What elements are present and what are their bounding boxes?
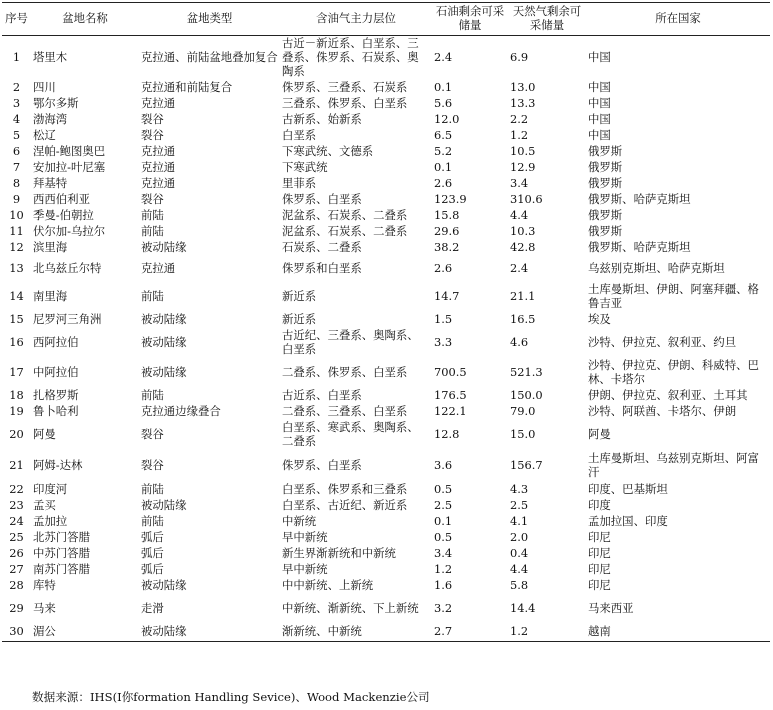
cell-gas: 6.9: [510, 49, 529, 64]
cell-country: 印尼: [588, 545, 611, 560]
cell-layer: 古近纪、三叠系、奥陶系、白垩系: [282, 327, 419, 356]
cell-oil: 5.6: [434, 95, 453, 110]
cell-basin-name: 孟买: [33, 497, 56, 512]
cell-basin-name: 尼罗河三角洲: [33, 311, 102, 326]
cell-oil: 3.3: [434, 334, 453, 349]
cell-gas: 10.3: [510, 223, 536, 238]
cell-basin-type: 前陆: [141, 513, 164, 528]
cell-oil: 0.1: [434, 159, 453, 174]
cell-gas: 2.2: [510, 111, 529, 126]
cell-oil: 0.1: [434, 513, 453, 528]
cell-basin-name: 中苏门答腊: [33, 545, 90, 560]
cell-basin-name: 拜基特: [33, 175, 68, 190]
cell-layer: 中新统、渐新统、下上新统: [282, 600, 419, 615]
cell-no: 29: [9, 600, 24, 615]
cell-oil: 0.5: [434, 529, 453, 544]
cell-no: 26: [9, 545, 24, 560]
cell-basin-type: 被动陆缘: [141, 239, 187, 254]
cell-layer: 石炭系、二叠系: [282, 239, 362, 254]
cell-oil: 176.5: [434, 387, 467, 402]
cell-oil: 3.2: [434, 600, 453, 615]
table-row: [2, 562, 770, 578]
cell-basin-name: 四川: [33, 79, 56, 94]
cell-basin-type: 克拉通: [141, 175, 176, 190]
cell-basin-type: 弧后: [141, 529, 164, 544]
cell-oil: 3.6: [434, 457, 453, 472]
cell-oil: 700.5: [434, 364, 467, 379]
cell-basin-name: 湄公: [31, 624, 139, 642]
header-name: 盆地名称: [31, 3, 139, 36]
cell-basin-name: 鄂尔多斯: [33, 95, 79, 110]
cell-basin-type: 前陆: [141, 223, 164, 238]
cell-no: 23: [9, 497, 24, 512]
table-row: [2, 144, 770, 160]
cell-gas: 21.1: [510, 288, 536, 303]
cell-basin-type: 被动陆缘: [141, 311, 187, 326]
header-country: 所在国家: [586, 3, 770, 36]
cell-basin-type: 弧后: [141, 545, 164, 560]
cell-country: 沙特、伊拉克、叙利亚、约旦: [588, 334, 737, 349]
cell-country: 阿曼: [588, 426, 611, 441]
cell-country: 乌兹别克斯坦、哈萨克斯坦: [588, 260, 725, 275]
cell-no: 8: [12, 175, 21, 190]
cell-basin-type: 前陆: [141, 387, 164, 402]
cell-no: 22: [9, 481, 24, 496]
table-row: [2, 128, 770, 144]
cell-basin-name: 涅帕-鲍图奥巴: [33, 143, 106, 158]
cell-country: 印尼: [588, 561, 611, 576]
cell-no: 24: [9, 513, 24, 528]
table-row: [2, 594, 770, 624]
cell-layer: 侏罗系、白垩系: [282, 457, 362, 472]
cell-no: 2: [12, 79, 21, 94]
cell-no: 30: [2, 624, 31, 642]
cell-layer: 白垩系、侏罗系和三叠系: [282, 481, 408, 496]
cell-basin-type: 裂谷: [141, 111, 164, 126]
cell-gas: 1.2: [508, 624, 586, 642]
cell-basin-type: 克拉通: [141, 95, 176, 110]
cell-country: 印尼: [588, 577, 611, 592]
cell-country: 马来西亚: [588, 600, 634, 615]
cell-country: 印度: [588, 497, 611, 512]
cell-basin-name: 中阿拉伯: [33, 364, 79, 379]
cell-gas: 521.3: [510, 364, 543, 379]
cell-no: 14: [9, 288, 24, 303]
table-row: [2, 578, 770, 594]
table-row: [2, 208, 770, 224]
cell-no: 19: [9, 403, 24, 418]
header-no: 序号: [2, 3, 31, 36]
cell-oil: 2.5: [434, 497, 453, 512]
table-row: [2, 358, 770, 388]
cell-country: 俄罗斯: [588, 223, 623, 238]
cell-basin-name: 西阿拉伯: [33, 334, 79, 349]
cell-layer: 里菲系: [282, 175, 317, 190]
cell-gas: 42.8: [510, 239, 536, 254]
cell-no: 7: [12, 159, 21, 174]
cell-layer: 新近系: [282, 311, 317, 326]
header-layer: 含油气主力层位: [280, 3, 432, 36]
cell-layer: 侏罗系、白垩系: [282, 191, 362, 206]
cell-basin-name: 阿姆-达林: [33, 457, 83, 472]
cell-layer: 二叠系、三叠系、白垩系: [282, 403, 408, 418]
cell-basin-name: 西西伯利亚: [33, 191, 90, 206]
cell-basin-name: 阿曼: [33, 426, 56, 441]
cell-basin-type: 前陆: [141, 288, 164, 303]
cell-basin-type: 被动陆缘: [139, 624, 280, 642]
cell-gas: 16.5: [510, 311, 536, 326]
cell-country: 埃及: [588, 311, 611, 326]
cell-layer: 侏罗系、三叠系、石炭系: [282, 79, 408, 94]
cell-no: 6: [12, 143, 21, 158]
cell-country: 俄罗斯: [588, 175, 623, 190]
cell-gas: 5.8: [510, 577, 529, 592]
cell-basin-type: 克拉通: [141, 143, 176, 158]
cell-oil: 0.1: [434, 79, 453, 94]
cell-no: 27: [9, 561, 24, 576]
table-row: [2, 282, 770, 312]
table-row: [2, 96, 770, 112]
table-row: [2, 420, 770, 450]
cell-country: 俄罗斯、哈萨克斯坦: [588, 239, 691, 254]
cell-basin-type: 被动陆缘: [141, 334, 187, 349]
cell-country: 越南: [586, 624, 770, 642]
cell-basin-name: 滨里海: [33, 239, 68, 254]
cell-gas: 150.0: [510, 387, 543, 402]
cell-basin-name: 印度河: [33, 481, 68, 496]
cell-no: 28: [9, 577, 24, 592]
cell-layer: 古近－新近系、白垩系、三叠系、侏罗系、石炭系、奥陶系: [282, 36, 419, 78]
cell-oil: 2.6: [434, 175, 453, 190]
cell-basin-name: 季曼-伯朝拉: [33, 207, 94, 222]
cell-no: 12: [9, 239, 24, 254]
cell-no: 5: [12, 127, 21, 142]
cell-basin-name: 马来: [33, 600, 56, 615]
cell-gas: 10.5: [510, 143, 536, 158]
cell-basin-type: 裂谷: [141, 127, 164, 142]
cell-basin-type: 前陆: [141, 481, 164, 496]
cell-no: 17: [9, 364, 24, 379]
cell-layer: 中中新统、上新统: [282, 577, 374, 592]
table-row: [2, 176, 770, 192]
cell-gas: 13.3: [510, 95, 536, 110]
cell-gas: 4.4: [510, 561, 529, 576]
table-row: [2, 530, 770, 546]
cell-oil: 38.2: [434, 239, 460, 254]
cell-country: 印尼: [588, 529, 611, 544]
cell-country: 中国: [588, 49, 611, 64]
cell-basin-name: 南里海: [33, 288, 68, 303]
cell-basin-name: 伏尔加-乌拉尔: [33, 223, 106, 238]
cell-oil: 5.2: [434, 143, 453, 158]
cell-basin-type: 裂谷: [141, 191, 164, 206]
cell-no: 10: [9, 207, 24, 222]
cell-basin-type: 被动陆缘: [141, 497, 187, 512]
cell-layer: 新近系: [282, 288, 317, 303]
cell-layer: 中新统: [282, 513, 317, 528]
cell-layer: 白垩系: [282, 127, 317, 142]
cell-oil: 1.2: [434, 561, 453, 576]
table-row: [2, 498, 770, 514]
table-row: [2, 388, 770, 404]
cell-country: 印度、巴基斯坦: [588, 481, 668, 496]
cell-oil: 122.1: [434, 403, 467, 418]
basin-table: [2, 2, 770, 642]
cell-oil: 12.8: [434, 426, 460, 441]
cell-basin-type: 克拉通边缘叠合: [141, 403, 221, 418]
cell-gas: 4.6: [510, 334, 529, 349]
cell-country: 中国: [588, 95, 611, 110]
cell-oil: 29.6: [434, 223, 460, 238]
cell-layer: 古新系、始新系: [282, 111, 362, 126]
cell-basin-name: 扎格罗斯: [33, 387, 79, 402]
cell-gas: 3.4: [510, 175, 529, 190]
table-row: [2, 160, 770, 176]
footnote: 数据来源：IHS(I你formation Handling Sevice)、Wood Mackenzie公司: [32, 690, 430, 704]
header-row: [2, 3, 770, 36]
cell-layer: 泥盆系、石炭系、二叠系: [282, 223, 408, 238]
table-row: [2, 240, 770, 256]
header-gas: 天然气剩余可采储量: [508, 3, 586, 36]
cell-country: 俄罗斯: [588, 159, 623, 174]
cell-no: 15: [9, 311, 24, 326]
cell-basin-name: 孟加拉: [33, 513, 68, 528]
cell-gas: 2.5: [510, 497, 529, 512]
cell-country: 伊朗、伊拉克、叙利亚、土耳其: [588, 387, 748, 402]
cell-no: 25: [9, 529, 24, 544]
table-row: [2, 256, 770, 282]
cell-basin-name: 库特: [33, 577, 56, 592]
table-row: [2, 450, 770, 482]
cell-layer: 泥盆系、石炭系、二叠系: [282, 207, 408, 222]
cell-country: 沙特、阿联酋、卡塔尔、伊朗: [588, 403, 737, 418]
table-row: [2, 80, 770, 96]
table-row: [2, 112, 770, 128]
cell-country: 俄罗斯、哈萨克斯坦: [588, 191, 691, 206]
cell-layer: 三叠系、侏罗系、白垩系: [282, 95, 408, 110]
cell-basin-type: 裂谷: [141, 457, 164, 472]
cell-no: 21: [9, 457, 24, 472]
table-row: [2, 36, 770, 80]
cell-basin-type: 走滑: [141, 600, 164, 615]
cell-oil: 0.5: [434, 481, 453, 496]
cell-basin-name: 鲁卜哈利: [33, 403, 79, 418]
cell-layer: 早中新统: [282, 561, 328, 576]
cell-basin-type: 被动陆缘: [141, 364, 187, 379]
cell-layer: 白垩系、寒武系、奥陶系、二叠系: [282, 419, 419, 448]
cell-oil: 1.5: [434, 311, 453, 326]
cell-layer: 下寒武统、文德系: [282, 143, 374, 158]
cell-oil: 14.7: [434, 288, 460, 303]
cell-gas: 15.0: [510, 426, 536, 441]
cell-oil: 2.6: [434, 260, 453, 275]
cell-gas: 0.4: [510, 545, 529, 560]
cell-country: 沙特、伊拉克、伊朗、科威特、巴林、卡塔尔: [588, 357, 759, 386]
cell-no: 3: [12, 95, 21, 110]
cell-gas: 156.7: [510, 457, 543, 472]
cell-layer: 二叠系、侏罗系、白垩系: [282, 364, 408, 379]
cell-no: 18: [9, 387, 24, 402]
cell-basin-type: 被动陆缘: [141, 577, 187, 592]
cell-basin-type: 克拉通: [141, 260, 176, 275]
table-row: [2, 224, 770, 240]
cell-oil: 12.0: [434, 111, 460, 126]
cell-basin-type: 裂谷: [141, 426, 164, 441]
cell-no: 20: [9, 426, 24, 441]
cell-oil: 1.6: [434, 577, 453, 592]
cell-no: 11: [9, 223, 24, 238]
cell-basin-type: 克拉通: [141, 159, 176, 174]
cell-layer: 渐新统、中新统: [280, 624, 432, 642]
cell-layer: 早中新统: [282, 529, 328, 544]
cell-gas: 13.0: [510, 79, 536, 94]
cell-no: 1: [12, 49, 21, 64]
cell-basin-name: 安加拉-叶尼塞: [33, 159, 106, 174]
cell-oil: 123.9: [434, 191, 467, 206]
cell-basin-name: 南苏门答腊: [33, 561, 90, 576]
cell-country: 土库曼斯坦、乌兹别克斯坦、阿富汗: [588, 450, 759, 479]
cell-gas: 1.2: [510, 127, 529, 142]
cell-layer: 古近系、白垩系: [282, 387, 362, 402]
table-row: [2, 546, 770, 562]
table-row: [2, 328, 770, 358]
cell-basin-name: 北乌兹丘尔特: [33, 260, 102, 275]
cell-gas: 4.1: [510, 513, 529, 528]
cell-oil: 15.8: [434, 207, 460, 222]
cell-gas: 2.4: [510, 260, 529, 275]
table-row: [2, 482, 770, 498]
table-row: [2, 312, 770, 328]
cell-country: 土库曼斯坦、伊朗、阿塞拜疆、格鲁吉亚: [588, 281, 759, 310]
table-row: [2, 192, 770, 208]
cell-country: 中国: [588, 127, 611, 142]
cell-layer: 白垩系、古近纪、新近系: [282, 497, 408, 512]
cell-country: 俄罗斯: [588, 143, 623, 158]
header-oil: 石油剩余可采储量: [432, 3, 508, 36]
cell-country: 中国: [588, 111, 611, 126]
cell-basin-name: 渤海湾: [33, 111, 68, 126]
cell-layer: 侏罗系和白垩系: [282, 260, 362, 275]
cell-basin-type: 克拉通、前陆盆地叠加复合: [141, 49, 278, 64]
cell-gas: 14.4: [510, 600, 536, 615]
cell-basin-name: 松辽: [33, 127, 56, 142]
cell-no: 4: [12, 111, 21, 126]
cell-gas: 4.4: [510, 207, 529, 222]
cell-basin-name: 塔里木: [33, 49, 68, 64]
cell-oil: 3.4: [434, 545, 453, 560]
cell-gas: 79.0: [510, 403, 536, 418]
cell-layer: 下寒武统: [282, 159, 328, 174]
cell-no: 9: [12, 191, 21, 206]
cell-basin-type: 前陆: [141, 207, 164, 222]
cell-country: 孟加拉国、印度: [588, 513, 668, 528]
cell-gas: 310.6: [510, 191, 543, 206]
cell-gas: 4.3: [510, 481, 529, 496]
cell-oil: 6.5: [434, 127, 453, 142]
cell-no: 16: [9, 334, 24, 349]
table-row: [2, 514, 770, 530]
cell-no: 13: [9, 260, 24, 275]
cell-oil: 2.7: [432, 624, 508, 642]
cell-gas: 2.0: [510, 529, 529, 544]
table-row: [2, 624, 770, 642]
cell-country: 中国: [588, 79, 611, 94]
header-type: 盆地类型: [139, 3, 280, 36]
table-row: [2, 404, 770, 420]
cell-country: 俄罗斯: [588, 207, 623, 222]
cell-gas: 12.9: [510, 159, 536, 174]
cell-basin-type: 弧后: [141, 561, 164, 576]
cell-basin-type: 克拉通和前陆复合: [141, 79, 233, 94]
cell-layer: 新生界渐新统和中新统: [282, 545, 396, 560]
cell-basin-name: 北苏门答腊: [33, 529, 90, 544]
cell-oil: 2.4: [434, 49, 453, 64]
